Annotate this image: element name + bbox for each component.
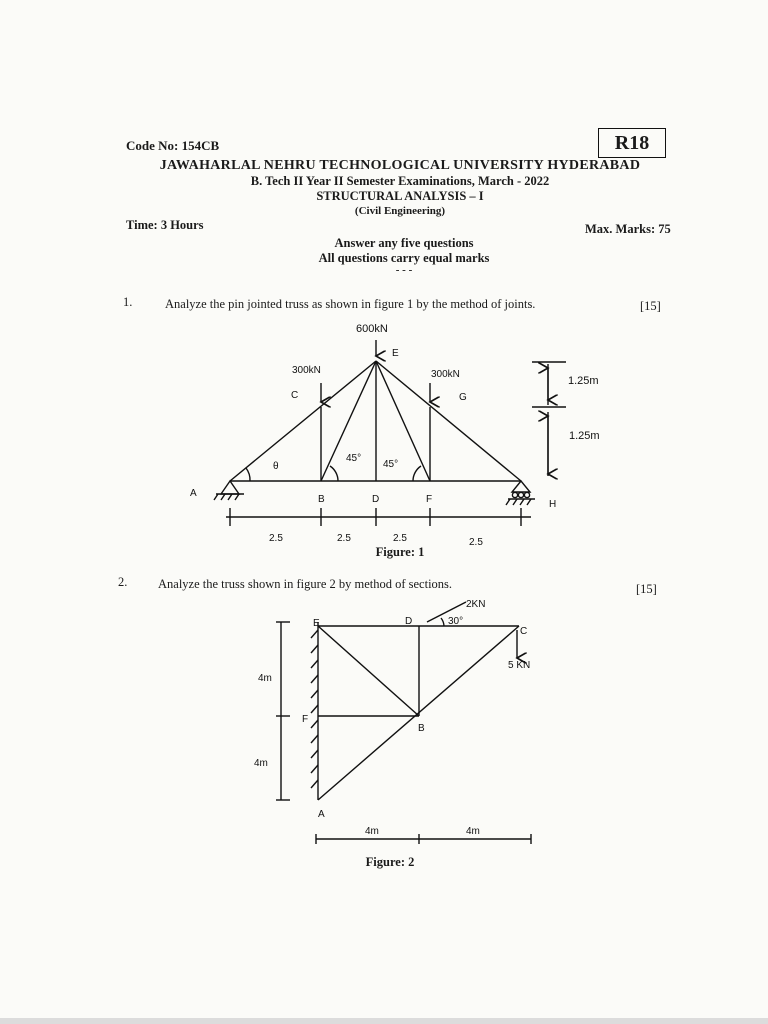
time-allowed: Time: 3 Hours [126,218,204,232]
fig1-span-1: 2.5 [269,533,283,544]
fig2-node-f: F [302,714,309,725]
code-number: Code No: 154CB [126,138,220,153]
fig2-member-eb [318,626,419,716]
university-name: JAWAHARLAL NEHRU TECHNOLOGICAL UNIVERSITY HYDERABAD [159,158,641,173]
fig1-angle-theta: θ [273,461,279,472]
fig1-load-300-left-label: 300kN [292,365,321,376]
instruction-separator: - - - [395,264,413,276]
fig1-angle-right: 45° [383,459,399,470]
fig1-node-h: H [549,499,557,510]
fig1-node-f: F [426,494,433,505]
fig2-load-angle: 30° [448,616,464,627]
fig1-span-3: 2.5 [393,533,407,544]
fig1-node-d: D [372,494,380,505]
fig2-height-lower: 4m [254,758,268,769]
fig2-node-e: E [313,618,320,629]
fig1-node-e: E [392,348,399,359]
fig1-height-lower: 1.25m [569,430,600,442]
question-1-marks: [15] [640,299,661,313]
fig1-node-g: G [459,392,467,403]
instruction-line-2: All questions carry equal marks [318,251,490,265]
figure-1-caption: Figure: 1 [375,545,425,559]
exam-title: B. Tech II Year II Semester Examinations, March - 2022 [250,174,550,188]
question-2-number: 2. [118,575,128,589]
question-1-text: Analyze the pin jointed truss as shown in figure 1 by the method of joints. [165,297,536,311]
fig2-node-a: A [318,809,325,820]
fig1-height-upper: 1.25m [568,375,599,387]
question-2-marks: [15] [636,582,657,596]
fig2-load-vertical-label: 5 KN [508,660,531,671]
question-2-text: Analyze the truss shown in figure 2 by method of sections. [158,577,453,591]
figure-2-caption: Figure: 2 [365,855,415,869]
question-1-number: 1. [123,295,133,309]
branch-label: (Civil Engineering) [354,205,446,217]
fig2-node-b: B [418,723,425,734]
instruction-line-1: Answer any five questions [334,236,474,250]
fig2-node-d: D [405,616,413,627]
max-marks: Max. Marks: 75 [585,222,671,236]
fig2-load-inclined-label: 2KN [466,599,486,610]
regulation-box: R18 [598,128,666,158]
fig2-span-left: 4m [365,826,379,837]
fig2-span-right: 4m [466,826,480,837]
page-bottom-edge [0,1018,768,1024]
fig1-node-b: B [318,494,325,505]
fig2-node-c: C [520,626,528,637]
fig1-node-a: A [190,488,197,499]
fig2-height-upper: 4m [258,673,272,684]
fig1-angle-left: 45° [346,453,362,464]
subject-title: STRUCTURAL ANALYSIS – I [316,189,484,203]
fig1-load-300-right-label: 300kN [431,369,460,380]
fig1-load-600-label: 600kN [356,323,388,335]
fig1-span-4: 2.5 [469,537,483,548]
fig1-node-c: C [291,390,299,401]
fig1-span-2: 2.5 [337,533,351,544]
